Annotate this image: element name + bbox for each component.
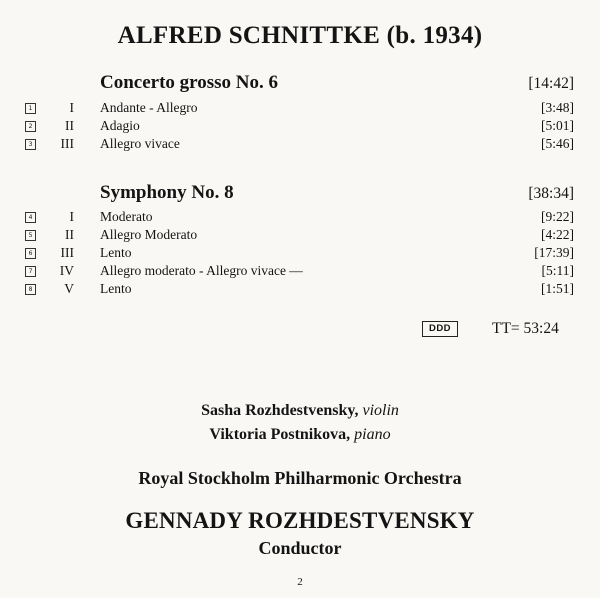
movement-name: Lento bbox=[100, 245, 132, 260]
movement-number: V bbox=[64, 281, 74, 296]
track-time: [5:11] bbox=[541, 263, 574, 278]
performer-violin bbox=[0, 402, 600, 420]
track-time: [9:22] bbox=[541, 209, 574, 224]
track-number-box: 7 bbox=[25, 266, 36, 277]
track-time: [17:39] bbox=[534, 245, 574, 260]
movement-name: Allegro Moderato bbox=[100, 227, 198, 242]
performer-instrument: violin bbox=[362, 402, 399, 419]
track-number-box: 3 bbox=[25, 139, 36, 150]
movement-name: Allegro vivace bbox=[100, 136, 180, 151]
movement-name: Andante - Allegro bbox=[100, 100, 198, 115]
track-number-box: 6 bbox=[25, 248, 36, 259]
track-row bbox=[0, 281, 600, 299]
movement-name: Adagio bbox=[100, 118, 140, 133]
track-time: [3:48] bbox=[541, 100, 574, 115]
track-time: [1:51] bbox=[541, 281, 574, 296]
track-row bbox=[0, 100, 600, 118]
movement-name: Lento bbox=[100, 281, 132, 296]
track-number-box: 4 bbox=[25, 212, 36, 223]
work-duration-symphony: [38:34] bbox=[528, 185, 574, 202]
movement-name: Allegro moderato - Allegro vivace — bbox=[100, 263, 303, 278]
track-time: [4:22] bbox=[541, 227, 574, 242]
track-row bbox=[0, 118, 600, 136]
ddd-badge: DDD bbox=[422, 321, 458, 337]
movement-number: I bbox=[69, 209, 74, 224]
performer-name: Sasha Rozhdestvensky, bbox=[201, 402, 359, 419]
performer-name: Viktoria Postnikova, bbox=[209, 426, 351, 443]
performer-piano bbox=[0, 426, 600, 444]
track-number-box: 8 bbox=[25, 284, 36, 295]
track-number-box: 5 bbox=[25, 230, 36, 241]
track-row bbox=[0, 245, 600, 263]
movement-number: IV bbox=[59, 263, 74, 278]
movement-number: III bbox=[60, 245, 74, 260]
conductor-name: GENNADY ROZHDESTVENSKY bbox=[125, 508, 475, 533]
total-time: TT= 53:24 bbox=[492, 320, 559, 337]
track-row bbox=[0, 227, 600, 245]
conductor-role: Conductor bbox=[258, 538, 342, 558]
page-number: 2 bbox=[297, 576, 303, 588]
composer-heading: ALFRED SCHNITTKE (b. 1934) bbox=[117, 22, 483, 49]
movement-number: II bbox=[65, 227, 74, 242]
work-title-symphony: Symphony No. 8 bbox=[100, 182, 234, 203]
movement-name: Moderato bbox=[100, 209, 153, 224]
orchestra-name: Royal Stockholm Philharmonic Orchestra bbox=[138, 468, 462, 488]
performer-instrument: piano bbox=[354, 426, 391, 443]
track-row bbox=[0, 263, 600, 281]
work-duration-concerto: [14:42] bbox=[528, 75, 574, 92]
track-row bbox=[0, 136, 600, 154]
track-time: [5:46] bbox=[541, 136, 574, 151]
movement-number: II bbox=[65, 118, 74, 133]
movement-number: III bbox=[60, 136, 74, 151]
track-number-box: 1 bbox=[25, 103, 36, 114]
track-row bbox=[0, 209, 600, 227]
work-title-concerto: Concerto grosso No. 6 bbox=[100, 72, 279, 93]
track-time: [5:01] bbox=[541, 118, 574, 133]
track-number-box: 2 bbox=[25, 121, 36, 132]
movement-number: I bbox=[69, 100, 74, 115]
